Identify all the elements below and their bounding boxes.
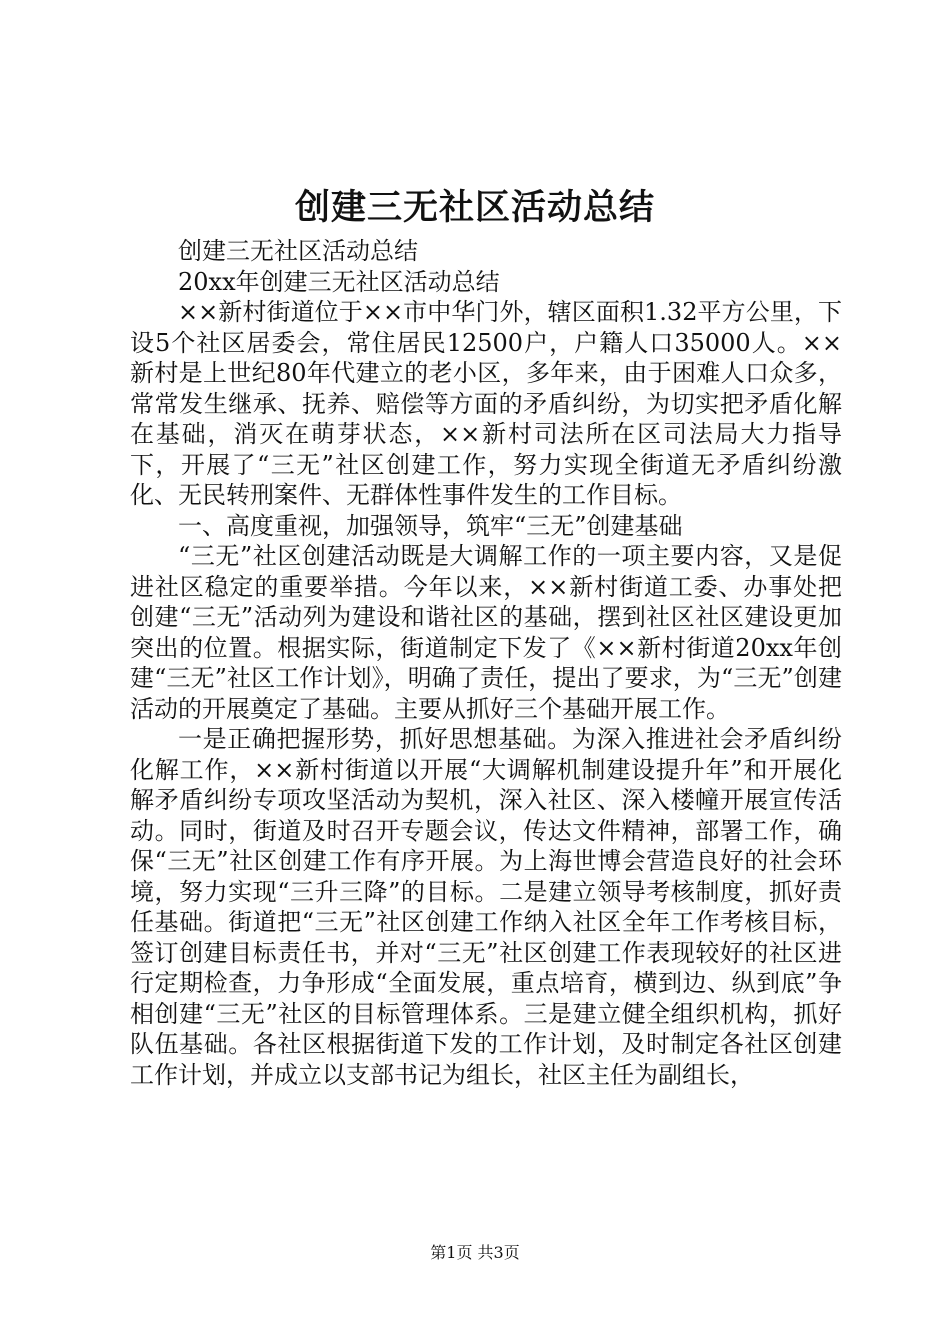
paragraph-three-foundations: 一是正确把握形势，抓好思想基础。为深入推进社会矛盾纠纷化解工作，××新村街道以开展“大调解机制建设提升年”和开展化解矛盾纠纷专项攻坚活动为契机，深入社区、深入楼幢开展宣传活动。同时，街道及时召开专题会议，传达文件精神，部署工作，确保“三无”社区创建工作有序开展。为上海世博会营造良好的社会环境，努力实现“三升三降”的目标。二是建立领导考核制度，抓好责任基础。街道把“三无”社区创建工作纳入社区全年工作考核目标，签订创建目标责任书，并对“三无”社区创建工作表现较好的社区进行定期检查，力争形成“全面发展，重点培育，横到边、纵到底”争相创建“三无”社区的目标管理体系。三是建立健全组织机构，抓好队伍基础。各社区根据街道下发的工作计划，及时制定各社区创建工作计划，并成立以支部书记为组长，社区主任为副组长， [130,725,842,1089]
section-heading-1: 一、高度重视，加强领导，筑牢“三无”创建基础 [178,511,683,540]
document-body [130,236,842,1090]
page-number-footer: 第1页 共3页 [430,1243,520,1262]
paragraph-year-title: 20xx年创建三无社区活动总结 [178,267,500,296]
paragraph-overview: “三无”社区创建活动既是大调解工作的一项主要内容，又是促进社区稳定的重要举措。今年以来，××新村街道工委、办事处把创建“三无”活动列为建设和谐社区的基础，摆到社区社区建设更加突出的位置。根据实际，街道制定下发了《××新村街道20xx年创建“三无”社区工作计划》，明确了责任，提出了要求，为“三无”创建活动的开展奠定了基础。主要从抓好三个基础开展工作。 [130,542,842,723]
paragraph-subtitle: 创建三无社区活动总结 [178,237,418,265]
document-title: 创建三无社区活动总结 [294,187,655,228]
paragraph-intro: ××新村街道位于××市中华门外，辖区面积1.32平方公里，下设5个社区居委会，常住居民12500户，户籍人口35000人。××新村是上世纪80年代建立的老小区，多年来，由于困难人口众多，常常发生继承、抚养、赔偿等方面的矛盾纠纷，为切实把矛盾化解在基础，消灭在萌芽状态，××新村司法所在区司法局大力指导下，开展了“三无”社区创建工作，努力实现全街道无矛盾纠纷激化、无民转刑案件、无群体性事件发生的工作目标。 [130,298,842,509]
